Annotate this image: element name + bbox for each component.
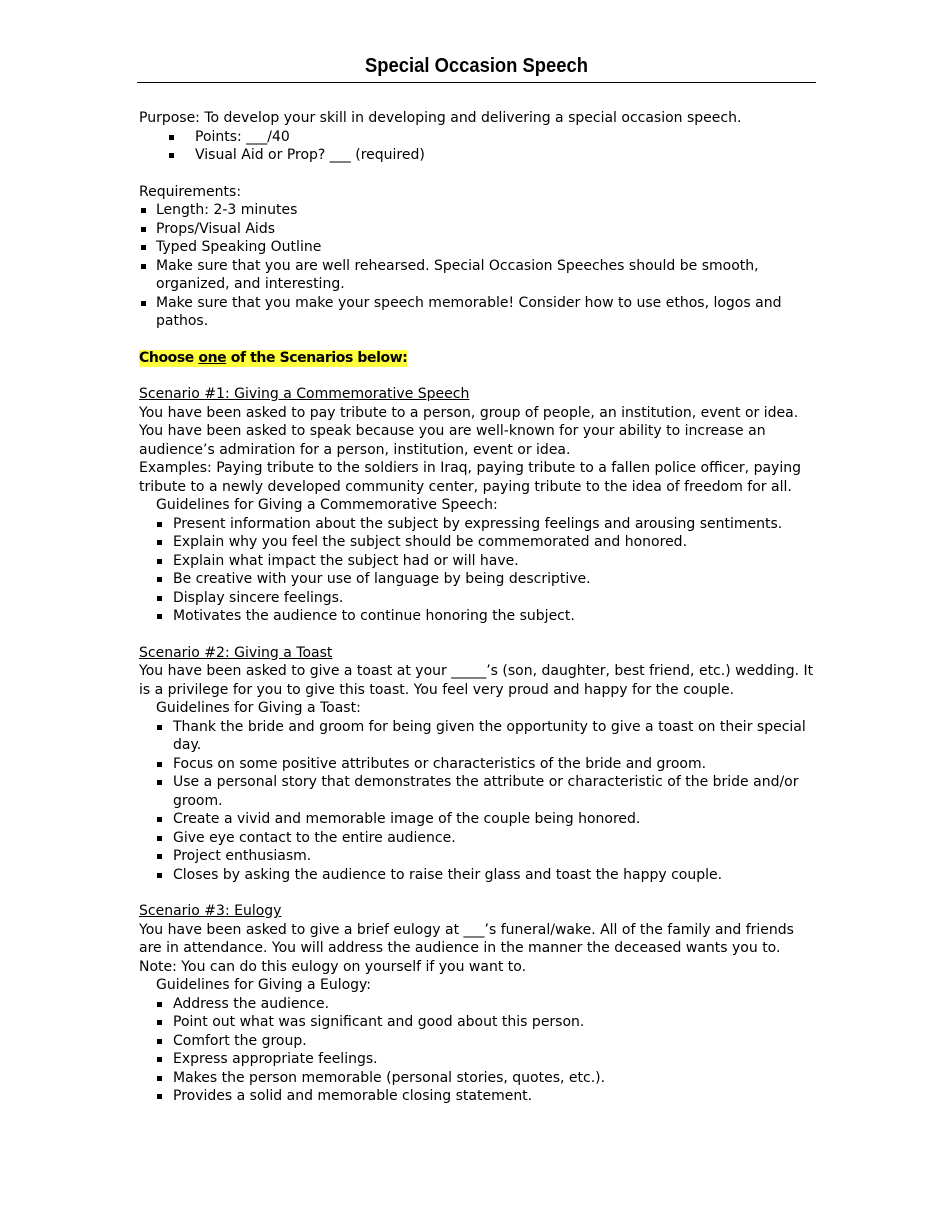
requirement-item: Length: 2-3 minutes bbox=[139, 201, 814, 220]
scenario2-title: Scenario #2: Giving a Toast bbox=[139, 644, 333, 661]
scenario1-title: Scenario #1: Giving a Commemorative Speech bbox=[139, 386, 470, 402]
purpose-text: Purpose: To develop your skill in developing and delivering a special occasion speech. bbox=[139, 110, 742, 126]
guideline-item: Provides a solid and memorable closing statement. bbox=[139, 1087, 814, 1106]
requirements-list bbox=[139, 201, 814, 331]
scenario3-guidelines bbox=[139, 995, 814, 1106]
page-title: Special Occasion Speech bbox=[365, 55, 588, 77]
scenario1-guidelines bbox=[139, 515, 814, 626]
guideline-item: Address the audience. bbox=[139, 995, 814, 1014]
choose-after: of the Scenarios below: bbox=[226, 349, 408, 366]
guideline-item: Closes by asking the audience to raise their glass and toast the happy couple. bbox=[139, 866, 814, 885]
requirement-item: Props/Visual Aids bbox=[139, 220, 814, 239]
guideline-item: Explain why you feel the subject should be commemorated and honored. bbox=[139, 533, 814, 552]
guideline-item: Focus on some positive attributes or characteristics of the bride and groom. bbox=[139, 755, 814, 774]
requirement-item: Make sure that you make your speech memorable! Consider how to use ethos, logos and pathos. bbox=[139, 294, 814, 331]
purpose-list bbox=[139, 128, 814, 165]
purpose-item-visual-aid: Visual Aid or Prop? ___ (required) bbox=[139, 146, 814, 165]
scenario3-title: Scenario #3: Eulogy bbox=[139, 903, 282, 919]
scenario2-body: You have been asked to give a toast at your _____’s (son, daughter, best friend, etc.) wedding. It is a privilege for you to give this toast. You feel very proud and happy for the couple. bbox=[139, 663, 814, 698]
scenario1-guidelines-heading: Guidelines for Giving a Commemorative Speech: bbox=[156, 497, 498, 513]
requirement-item: Make sure that you are well rehearsed. Special Occasion Speeches should be smooth, organized, and interesting. bbox=[139, 257, 814, 294]
scenario1-examples: Examples: Paying tribute to the soldiers in Iraq, paying tribute to a fallen police officer, paying tribute to a newly developed community center, paying tribute to the idea of freedom for all. bbox=[139, 460, 801, 495]
choose-one: one bbox=[198, 349, 227, 366]
requirements-heading: Requirements: bbox=[139, 183, 242, 200]
choose-before: Choose bbox=[139, 349, 199, 366]
requirement-item: Typed Speaking Outline bbox=[139, 238, 814, 257]
guideline-item: Create a vivid and memorable image of the couple being honored. bbox=[139, 810, 814, 829]
guideline-item: Makes the person memorable (personal stories, quotes, etc.). bbox=[139, 1069, 814, 1088]
guideline-item: Comfort the group. bbox=[139, 1032, 814, 1051]
scenario3-note: Note: You can do this eulogy on yourself if you want to. bbox=[139, 958, 527, 975]
guideline-item: Give eye contact to the entire audience. bbox=[139, 829, 814, 848]
choose-highlight bbox=[139, 350, 407, 367]
purpose-item-points: Points: ___/40 bbox=[139, 128, 814, 147]
scenario2-guidelines-heading: Guidelines for Giving a Toast: bbox=[156, 700, 361, 716]
scenario2-guidelines bbox=[139, 718, 814, 885]
guideline-item: Motivates the audience to continue honoring the subject. bbox=[139, 607, 814, 626]
guideline-item: Use a personal story that demonstrates the attribute or characteristic of the bride and/or groom. bbox=[139, 773, 814, 810]
scenario3-guidelines-heading: Guidelines for Giving a Eulogy: bbox=[156, 977, 372, 993]
choose-instruction bbox=[139, 349, 814, 368]
guideline-item: Point out what was significant and good about this person. bbox=[139, 1013, 814, 1032]
guideline-item: Thank the bride and groom for being given the opportunity to give a toast on their special day. bbox=[139, 718, 814, 755]
guideline-item: Be creative with your use of language by being descriptive. bbox=[139, 570, 814, 589]
guideline-item: Display sincere feelings. bbox=[139, 589, 814, 608]
guideline-item: Explain what impact the subject had or will have. bbox=[139, 552, 814, 571]
title-rule bbox=[137, 82, 816, 83]
guideline-item: Project enthusiasm. bbox=[139, 847, 814, 866]
guideline-item: Express appropriate feelings. bbox=[139, 1050, 814, 1069]
scenario3-body: You have been asked to give a brief eulogy at ___’s funeral/wake. All of the family and friends are in attendance. You will address the audience in the manner the deceased wants you to. bbox=[139, 921, 794, 956]
document-page bbox=[139, 52, 814, 1106]
guideline-item: Present information about the subject by expressing feelings and arousing sentiments. bbox=[139, 515, 814, 534]
scenario1-body: You have been asked to pay tribute to a person, group of people, an institution, event or idea. You have been asked to speak because you are well-known for your ability to increase an audience’s admiration for a person, institution, event or idea. bbox=[139, 404, 799, 458]
